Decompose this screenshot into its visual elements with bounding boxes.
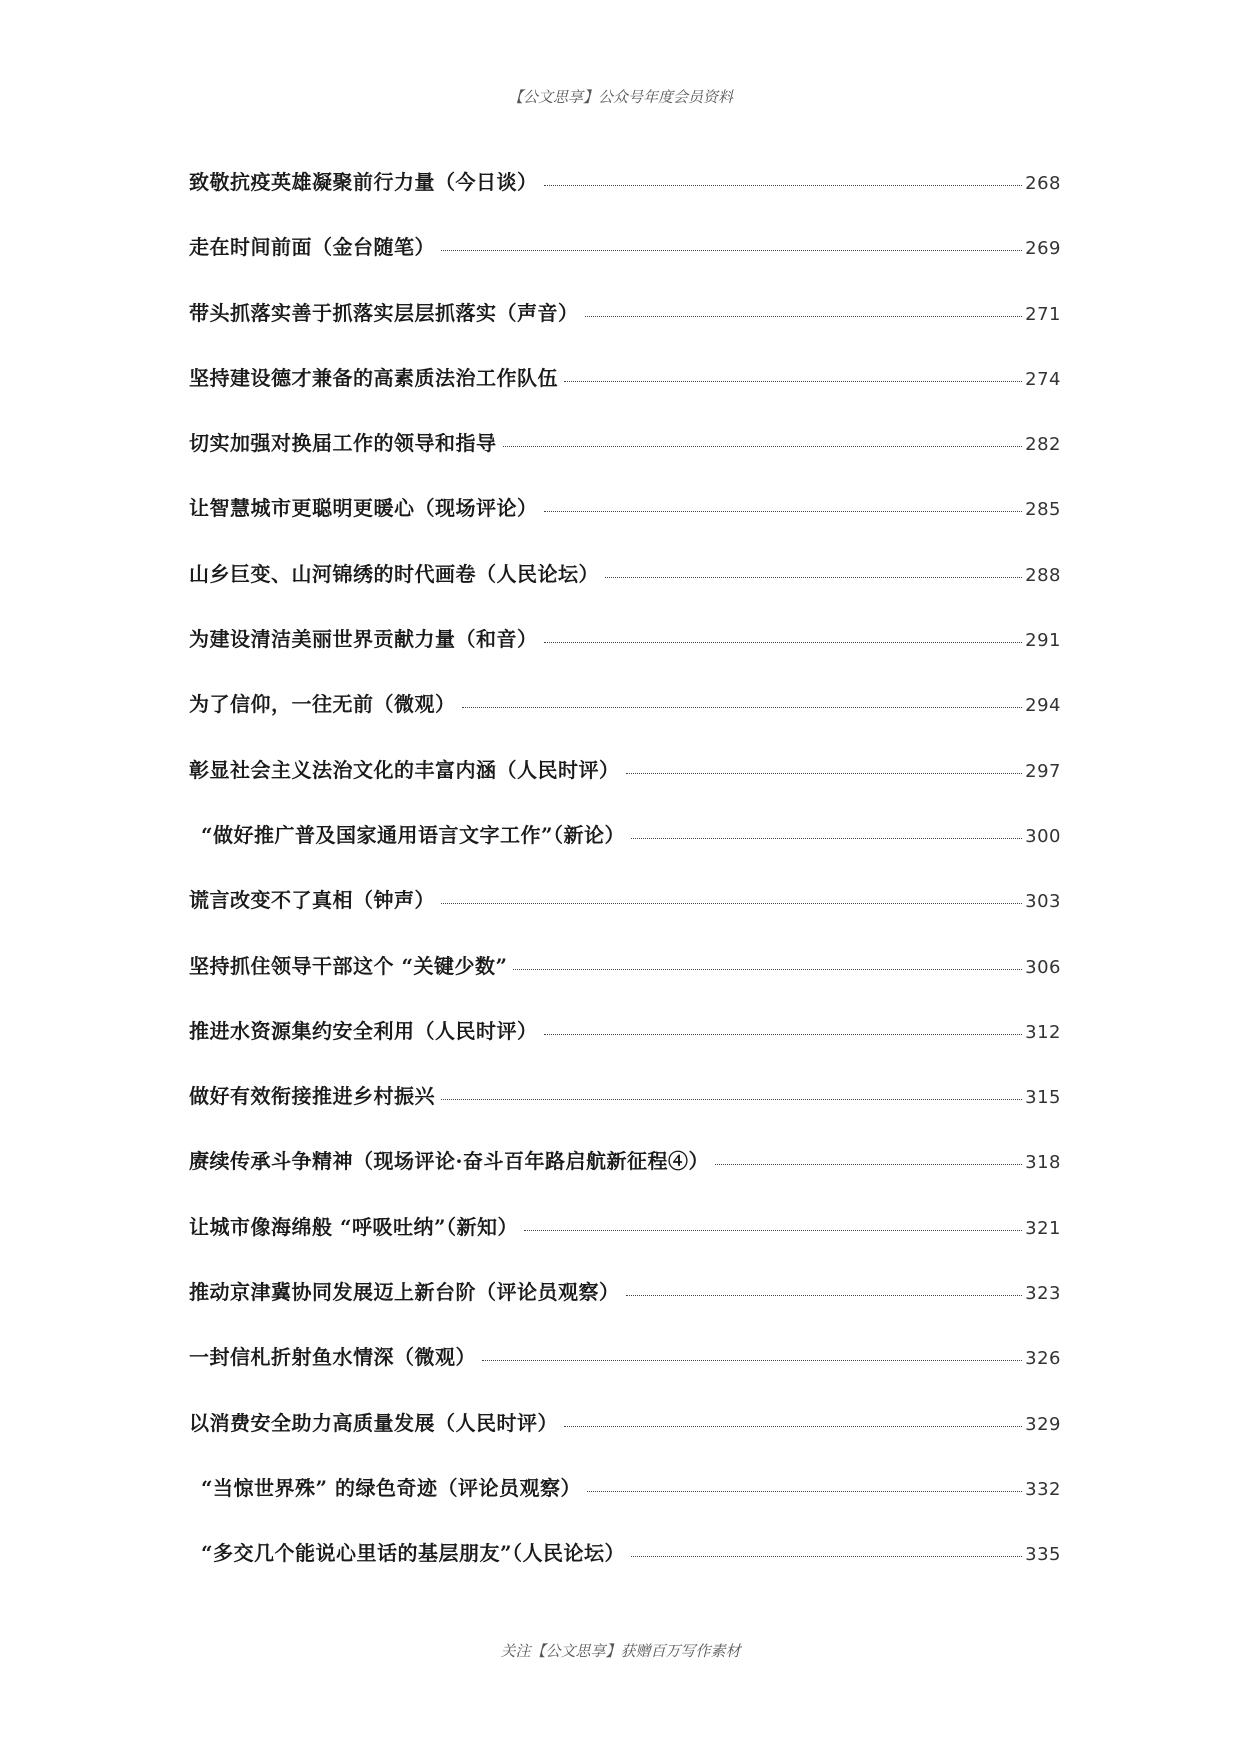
dot-leader xyxy=(631,838,1022,839)
toc-entry-title: 为了信仰，一往无前（微观） xyxy=(189,692,456,717)
toc-entry[interactable] xyxy=(189,1211,1061,1276)
toc-entry-title: 坚持抓住领导干部这个 “关键少数” xyxy=(189,953,508,978)
toc-entry-title: 走在时间前面（金台随笔） xyxy=(189,235,435,260)
toc-entry-page-number: 297 xyxy=(1025,760,1061,782)
toc-entry-title: 彰显社会主义法治文化的丰富内涵（人民时评） xyxy=(189,757,620,782)
toc-entry[interactable] xyxy=(189,1015,1061,1080)
toc-entry[interactable] xyxy=(189,884,1061,949)
toc-entry-page-number: 326 xyxy=(1025,1348,1061,1370)
toc-entry[interactable] xyxy=(189,166,1061,231)
dot-leader xyxy=(544,642,1023,643)
dot-leader xyxy=(482,1360,1022,1361)
toc-entry[interactable] xyxy=(189,1080,1061,1145)
dot-leader xyxy=(503,446,1023,447)
dot-leader xyxy=(626,773,1023,774)
toc-entry-page-number: 282 xyxy=(1025,434,1061,456)
dot-leader xyxy=(605,577,1022,578)
dot-leader xyxy=(564,1426,1022,1427)
toc-entry-page-number: 321 xyxy=(1025,1217,1061,1239)
dot-leader xyxy=(441,1099,1022,1100)
dot-leader xyxy=(631,1556,1022,1557)
toc-entry[interactable] xyxy=(189,1145,1061,1210)
toc-entry-page-number: 318 xyxy=(1025,1152,1061,1174)
toc-entry-page-number: 291 xyxy=(1025,630,1061,652)
toc-entry-page-number: 294 xyxy=(1025,695,1061,717)
toc-entry-page-number: 271 xyxy=(1025,303,1061,325)
dot-leader xyxy=(441,903,1022,904)
dot-leader xyxy=(441,250,1022,251)
toc-entry[interactable] xyxy=(189,231,1061,296)
toc-entry-title: 切实加强对换届工作的领导和指导 xyxy=(189,431,497,456)
toc-entry-title: “多交几个能说心里话的基层朋友”（人民论坛） xyxy=(201,1541,626,1566)
toc-entry[interactable] xyxy=(189,688,1061,753)
toc-entry-page-number: 329 xyxy=(1025,1413,1061,1435)
toc-entry[interactable] xyxy=(189,492,1061,557)
toc-entry-page-number: 288 xyxy=(1025,564,1061,586)
dot-leader xyxy=(587,1491,1022,1492)
dot-leader xyxy=(544,511,1023,512)
toc-entry[interactable] xyxy=(189,297,1061,362)
toc-entry-title: 带头抓落实善于抓落实层层抓落实（声音） xyxy=(189,300,579,325)
toc-entry-title: 致敬抗疫英雄凝聚前行力量（今日谈） xyxy=(189,170,538,194)
toc-entry-page-number: 312 xyxy=(1025,1021,1061,1043)
page-footer: 关注【公文思享】获赠百万写作素材 xyxy=(500,1642,741,1660)
dot-leader xyxy=(544,1034,1023,1035)
toc-entry[interactable] xyxy=(189,427,1061,492)
toc-entry-page-number: 335 xyxy=(1025,1544,1061,1566)
toc-entry-page-number: 268 xyxy=(1025,173,1061,194)
toc-entry-title: 坚持建设德才兼备的高素质法治工作队伍 xyxy=(189,365,558,390)
toc-entry-title: 让智慧城市更聪明更暖心（现场评论） xyxy=(189,496,538,521)
toc-entry-title: 一封信札折射鱼水情深（微观） xyxy=(189,1345,476,1370)
toc-entry-page-number: 274 xyxy=(1025,368,1061,390)
toc-entry-page-number: 332 xyxy=(1025,1478,1061,1500)
toc-entry-page-number: 306 xyxy=(1025,956,1061,978)
toc-entry[interactable] xyxy=(189,1537,1061,1602)
toc-entry-title: 赓续传承斗争精神（现场评论·奋斗百年路启航新征程④） xyxy=(189,1149,709,1174)
toc-entry-page-number: 303 xyxy=(1025,891,1061,913)
toc-entry[interactable] xyxy=(189,362,1061,427)
toc-entry-title: 让城市像海绵般 “呼吸吐纳”（新知） xyxy=(189,1214,518,1239)
toc-entry-title: 推动京津冀协同发展迈上新台阶（评论员观察） xyxy=(189,1280,620,1305)
toc-entry-title: 做好有效衔接推进乡村振兴 xyxy=(189,1084,435,1109)
toc-entry-title: 以消费安全助力高质量发展（人民时评） xyxy=(189,1410,558,1435)
toc-entry-title: 推进水资源集约安全利用（人民时评） xyxy=(189,1018,538,1043)
dot-leader xyxy=(524,1230,1022,1231)
toc-entry[interactable] xyxy=(189,1341,1061,1406)
dot-leader xyxy=(544,185,1023,186)
toc-entry-title: “当惊世界殊” 的绿色奇迹（评论员观察） xyxy=(201,1475,581,1500)
toc-entry-page-number: 285 xyxy=(1025,499,1061,521)
toc-entry[interactable] xyxy=(189,1407,1061,1472)
dot-leader xyxy=(585,316,1023,317)
toc-entry[interactable] xyxy=(189,1276,1061,1341)
dot-leader xyxy=(564,381,1022,382)
toc-entry-title: 山乡巨变、山河锦绣的时代画卷（人民论坛） xyxy=(189,561,599,586)
toc-entry-page-number: 269 xyxy=(1025,238,1061,260)
table-of-contents xyxy=(189,166,1061,1603)
toc-entry[interactable] xyxy=(189,1472,1061,1537)
toc-entry-page-number: 315 xyxy=(1025,1087,1061,1109)
page-header: 【公文思享】公众号年度会员资料 xyxy=(507,88,733,106)
toc-entry[interactable] xyxy=(189,950,1061,1015)
toc-entry[interactable] xyxy=(189,819,1061,884)
toc-entry-title: 谎言改变不了真相（钟声） xyxy=(189,888,435,913)
toc-entry[interactable] xyxy=(189,623,1061,688)
toc-entry-title: 为建设清洁美丽世界贡献力量（和音） xyxy=(189,627,538,652)
toc-entry-page-number: 300 xyxy=(1025,825,1061,847)
dot-leader xyxy=(462,707,1023,708)
dot-leader xyxy=(715,1164,1022,1165)
toc-entry[interactable] xyxy=(189,754,1061,819)
dot-leader xyxy=(626,1295,1023,1296)
dot-leader xyxy=(513,969,1022,970)
toc-entry-title: “做好推广普及国家通用语言文字工作”（新论） xyxy=(201,822,626,847)
toc-entry[interactable] xyxy=(189,558,1061,623)
toc-entry-page-number: 323 xyxy=(1025,1283,1061,1305)
